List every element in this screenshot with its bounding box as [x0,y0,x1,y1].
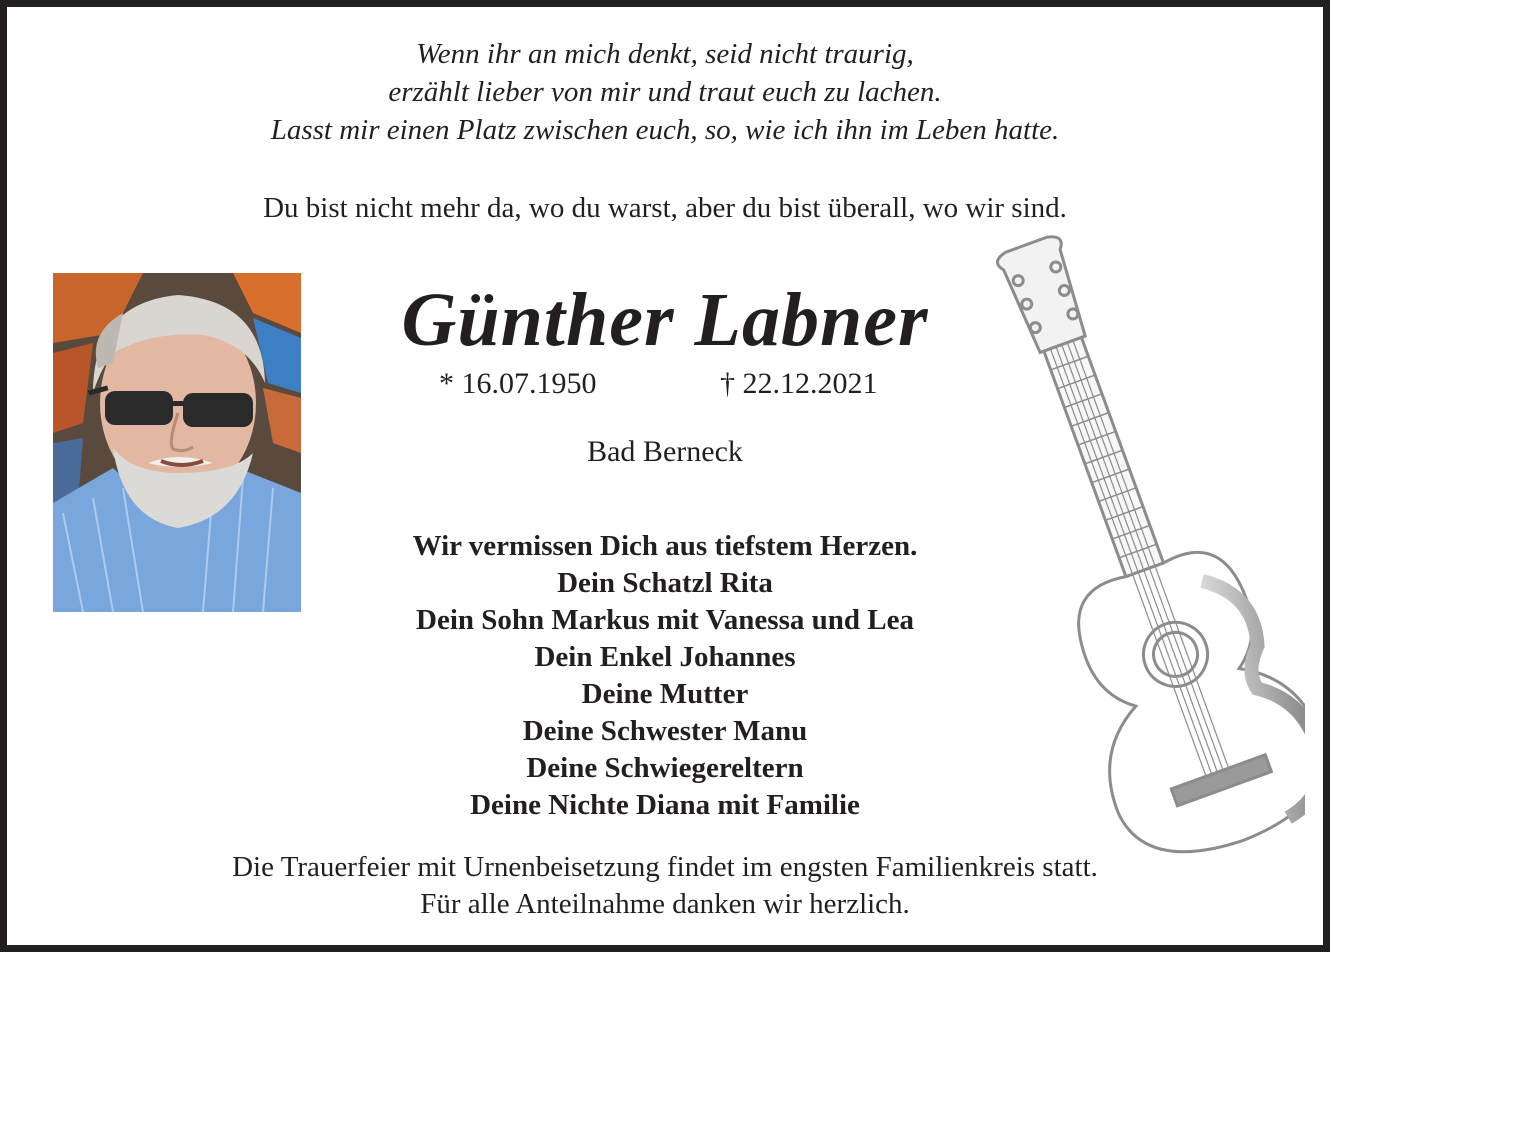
mourner-line: Deine Mutter [581,678,749,710]
closing-note [7,849,1323,923]
mourner-line: Wir vermissen Dich aus tiefstem Herzen. [412,530,918,562]
quote-line: Lasst mir einen Platz zwischen euch, so, wie ich ihn im Leben hatte. [270,114,1060,146]
mourner-line: Dein Sohn Markus mit Vanessa und Lea [416,604,914,636]
mourner-line: Dein Schatzl Rita [557,567,773,599]
guitar-icon [965,218,1305,858]
quote-line: erzählt lieber von mir und traut euch zu lachen. [388,76,942,108]
birth-date: * 16.07.1950 [439,367,597,400]
mourner-line: Dein Enkel Johannes [534,641,796,673]
mourner-line: Deine Nichte Diana mit Familie [470,789,860,821]
mourner-line: Deine Schwester Manu [522,715,808,747]
quote-line: Wenn ihr an mich denkt, seid nicht traurig, [416,38,914,70]
death-date: † 22.12.2021 [720,367,878,400]
closing-line: Für alle Anteilnahme danken wir herzlich. [420,888,910,920]
mourner-line: Deine Schwiegereltern [526,752,804,784]
opening-quote [7,35,1323,149]
motto: Du bist nicht mehr da, wo du warst, aber du bist überall, wo wir sind. [263,192,1067,224]
deceased-name: Günther Labner [401,278,929,362]
closing-line: Die Trauerfeier mit Urnenbeisetzung findet im engsten Familienkreis statt. [232,851,1098,883]
place-of-residence: Bad Berneck [587,435,743,468]
